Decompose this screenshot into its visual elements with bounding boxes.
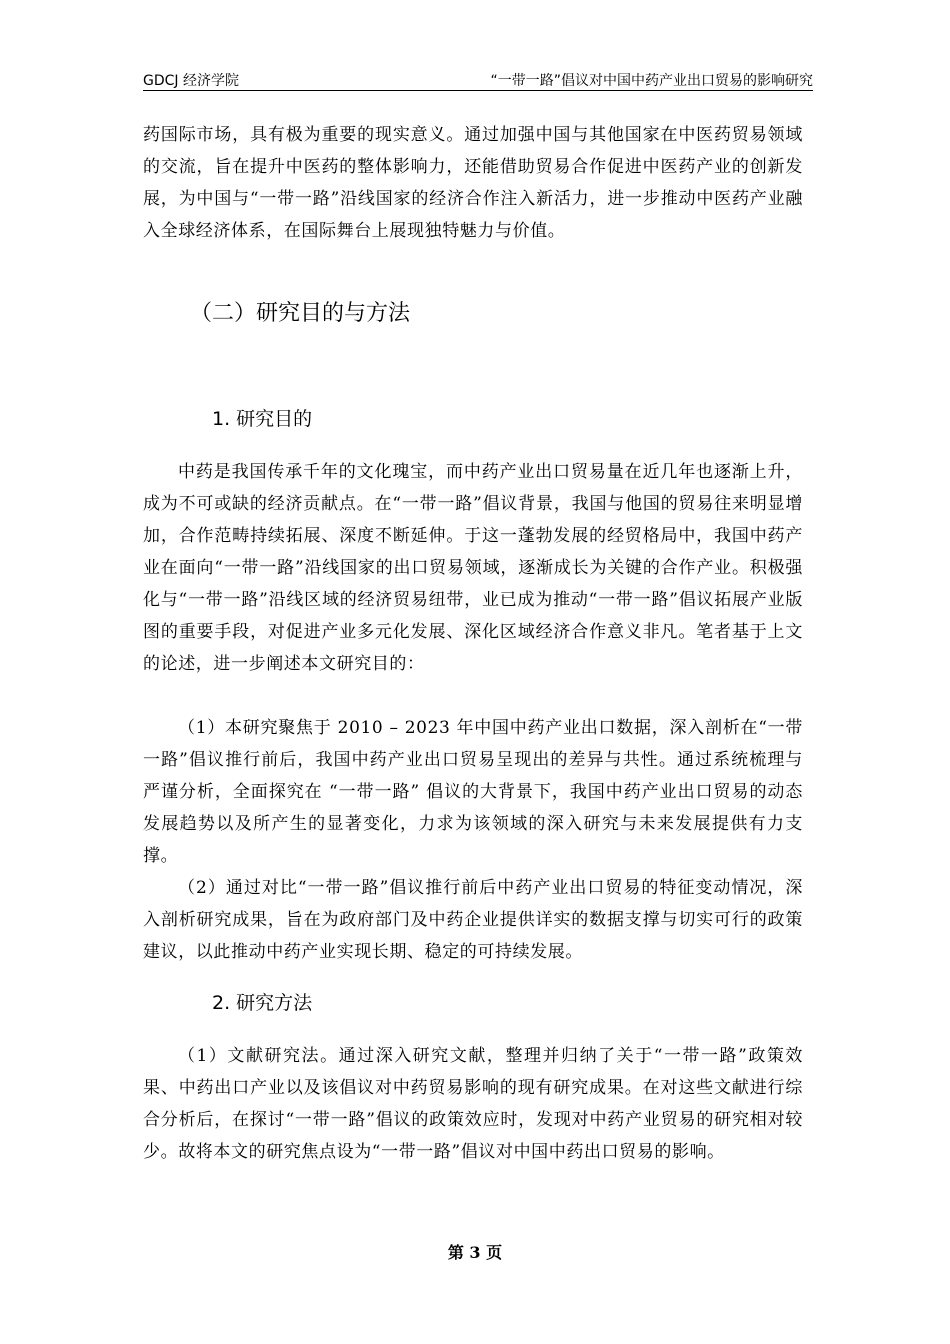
purpose-item-2-paragraph: （2）通过对比“一带一路”倡议推行前后中药产业出口贸易的特征变动情况，深入剖析研究成果，旨在为政府部门及中药企业提供详实的数据支撑与切实可行的政策建议，以此推动中药产业实现长期、稳定的可持续发展。 xyxy=(143,878,803,962)
section-heading-purpose-methods: （二）研究目的与方法 xyxy=(190,301,411,326)
header-school: GDCJ 经济学院 xyxy=(143,73,239,89)
page-number: 第 3 页 xyxy=(447,1243,503,1262)
subheading-research-purpose: 1. 研究目的 xyxy=(212,408,313,430)
purpose-item-1-paragraph: （1）本研究聚焦于 2010 – 2023 年中国中药产业出口数据，深入剖析在“一带一路”倡议推行前后，我国中药产业出口贸易呈现出的差异与共性。通过系统梳理与严谨分析，全面探究在 “一带一路” 倡议的大背景下，我国中药产业出口贸易的动态发展趋势以及所产生的显著变化，力求为该领域的深入研究与未来发展提供有力支撑。 xyxy=(143,718,803,866)
intro-continued-paragraph: 药国际市场，具有极为重要的现实意义。通过加强中国与其他国家在中医药贸易领域的交流，旨在提升中医药的整体影响力，还能借助贸易合作促进中医药产业的创新发展，为中国与“一带一路”沿线国家的经济合作注入新活力，进一步推动中医药产业融入全球经济体系，在国际舞台上展现独特魅力与价值。 xyxy=(143,125,803,241)
subheading-research-methods: 2. 研究方法 xyxy=(212,992,313,1014)
purpose-main-paragraph: 中药是我国传承千年的文化瑰宝，而中药产业出口贸易量在近几年也逐渐上升，成为不可或缺的经济贡献点。在“一带一路”倡议背景，我国与他国的贸易往来明显增加，合作范畴持续拓展、深度不断延伸。于这一蓬勃发展的经贸格局中，我国中药产业在面向“一带一路”沿线国家的出口贸易领域，逐渐成长为关键的合作产业。积极强化与“一带一路”沿线区域的经济贸易纽带，业已成为推动“一带一路”倡议拓展产业版图的重要手段，对促进产业多元化发展、深化区域经济合作意义非凡。笔者基于上文的论述，进一步阐述本文研究目的： xyxy=(143,462,803,674)
header-paper-title: “一带一路”倡议对中国中药产业出口贸易的影响研究 xyxy=(490,73,813,89)
method-item-1-paragraph: （1）文献研究法。通过深入研究文献，整理并归纳了关于“一带一路”政策效果、中药出口产业以及该倡议对中药贸易影响的现有研究成果。在对这些文献进行综合分析后，在探讨“一带一路”倡议的政策效应时，发现对中药产业贸易的研究相对较少。故将本文的研究焦点设为“一带一路”倡议对中国中药出口贸易的影响。 xyxy=(143,1046,803,1162)
page-header xyxy=(143,70,813,91)
